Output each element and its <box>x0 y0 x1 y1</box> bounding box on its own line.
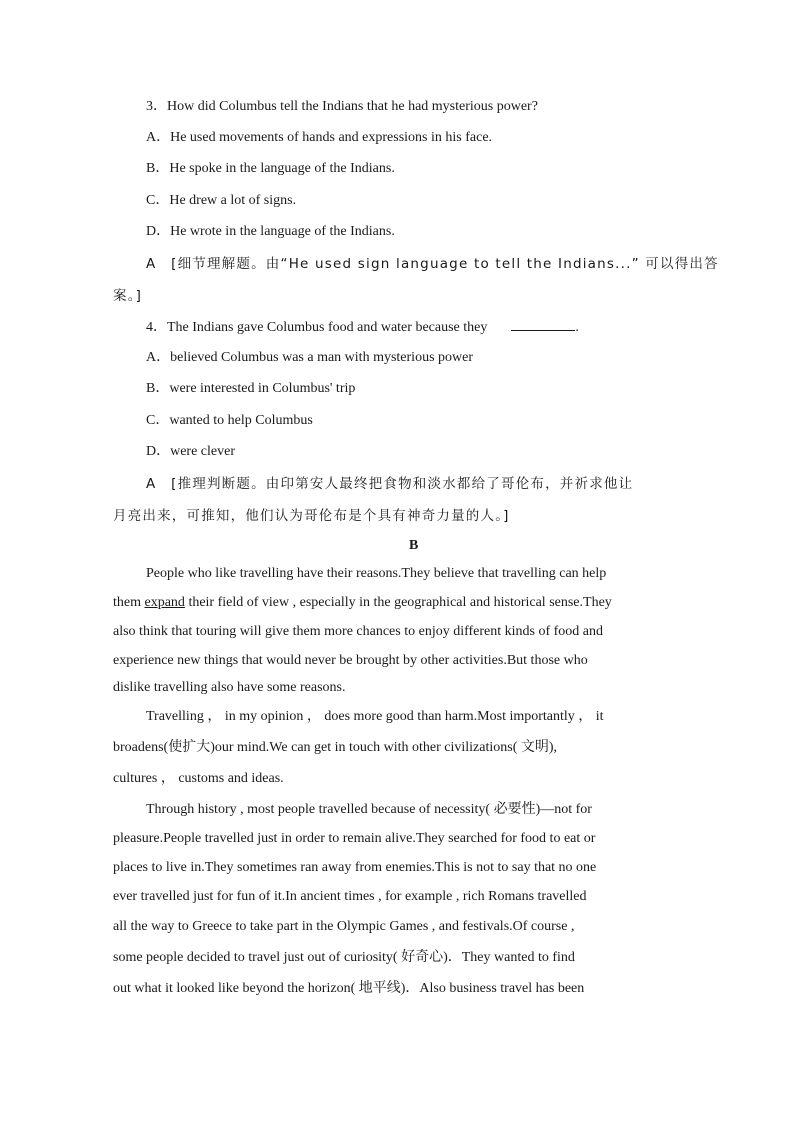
paragraph-line: out what it looked like beyond the horizon( 地平线)．Also business travel has been <box>113 981 585 996</box>
paragraph-line: broadens(使扩大)our mind.We can get in touch with other civilizations( 文明), <box>113 740 558 755</box>
q4-option-b: B．were interested in Columbus' trip <box>146 381 356 396</box>
question-4-end: . <box>575 320 579 335</box>
text-span: them <box>113 595 145 610</box>
answer-blank <box>511 318 575 331</box>
paragraph-line: experience new things that would never be brought by other activities.But those who <box>113 653 588 668</box>
q4-answer: A [推理判断题。由印第安人最终把食物和淡水都给了哥伦布，并祈求他让 <box>146 476 634 492</box>
paragraph-line: ever travelled just for fun of it.In ancient times , for example , rich Romans travelled <box>113 889 587 904</box>
paragraph-line: places to live in.They sometimes ran away from enemies.This is not to say that no one <box>113 860 597 875</box>
underlined-word: expand <box>144 595 185 610</box>
question-4 <box>146 318 579 337</box>
paragraph-line: Through history , most people travelled because of necessity( 必要性)—not for <box>146 802 592 817</box>
q3-option-a: A．He used movements of hands and expressions in his face. <box>146 130 493 145</box>
q3-answer: A [细节理解题。由“He used sign language to tell the Indians...” 可以得出答 <box>146 256 719 272</box>
paragraph-line: some people decided to travel just out of curiosity( 好奇心)．They wanted to find <box>113 950 575 965</box>
question-3: 3．How did Columbus tell the Indians that he had mysterious power? <box>146 99 538 114</box>
q3-option-c: C．He drew a lot of signs. <box>146 193 297 208</box>
q3-option-b: B．He spoke in the language of the Indians. <box>146 161 395 176</box>
paragraph-line <box>113 594 612 612</box>
question-4-text: 4．The Indians gave Columbus food and water because they <box>146 320 488 335</box>
paragraph-line: pleasure.People travelled just in order to remain alive.They searched for food to eat or <box>113 831 596 846</box>
paragraph-line: cultures ， customs and ideas. <box>113 771 284 786</box>
q3-option-d: D．He wrote in the language of the Indians. <box>146 224 395 239</box>
q4-option-a: A．believed Columbus was a man with mysterious power <box>146 350 474 365</box>
q4-option-c: C．wanted to help Columbus <box>146 413 313 428</box>
q3-answer-cont: 案。] <box>113 288 143 304</box>
section-title: B <box>409 538 419 553</box>
q4-answer-cont: 月亮出来，可推知，他们认为哥伦布是个具有神奇力量的人。] <box>113 508 510 524</box>
text-span: their field of view , especially in the geographical and historical sense.They <box>184 595 612 610</box>
paragraph-line: dislike travelling also have some reasons. <box>113 680 346 695</box>
q4-option-d: D．were clever <box>146 444 236 459</box>
paragraph-line: People who like travelling have their reasons.They believe that travelling can help <box>146 566 607 581</box>
paragraph-line: all the way to Greece to take part in the Olympic Games , and festivals.Of course , <box>113 919 575 934</box>
paragraph-line: also think that touring will give them more chances to enjoy different kinds of food and <box>113 624 604 639</box>
paragraph-line: Travelling ， in my opinion ， does more good than harm.Most importantly ， it <box>146 709 604 724</box>
